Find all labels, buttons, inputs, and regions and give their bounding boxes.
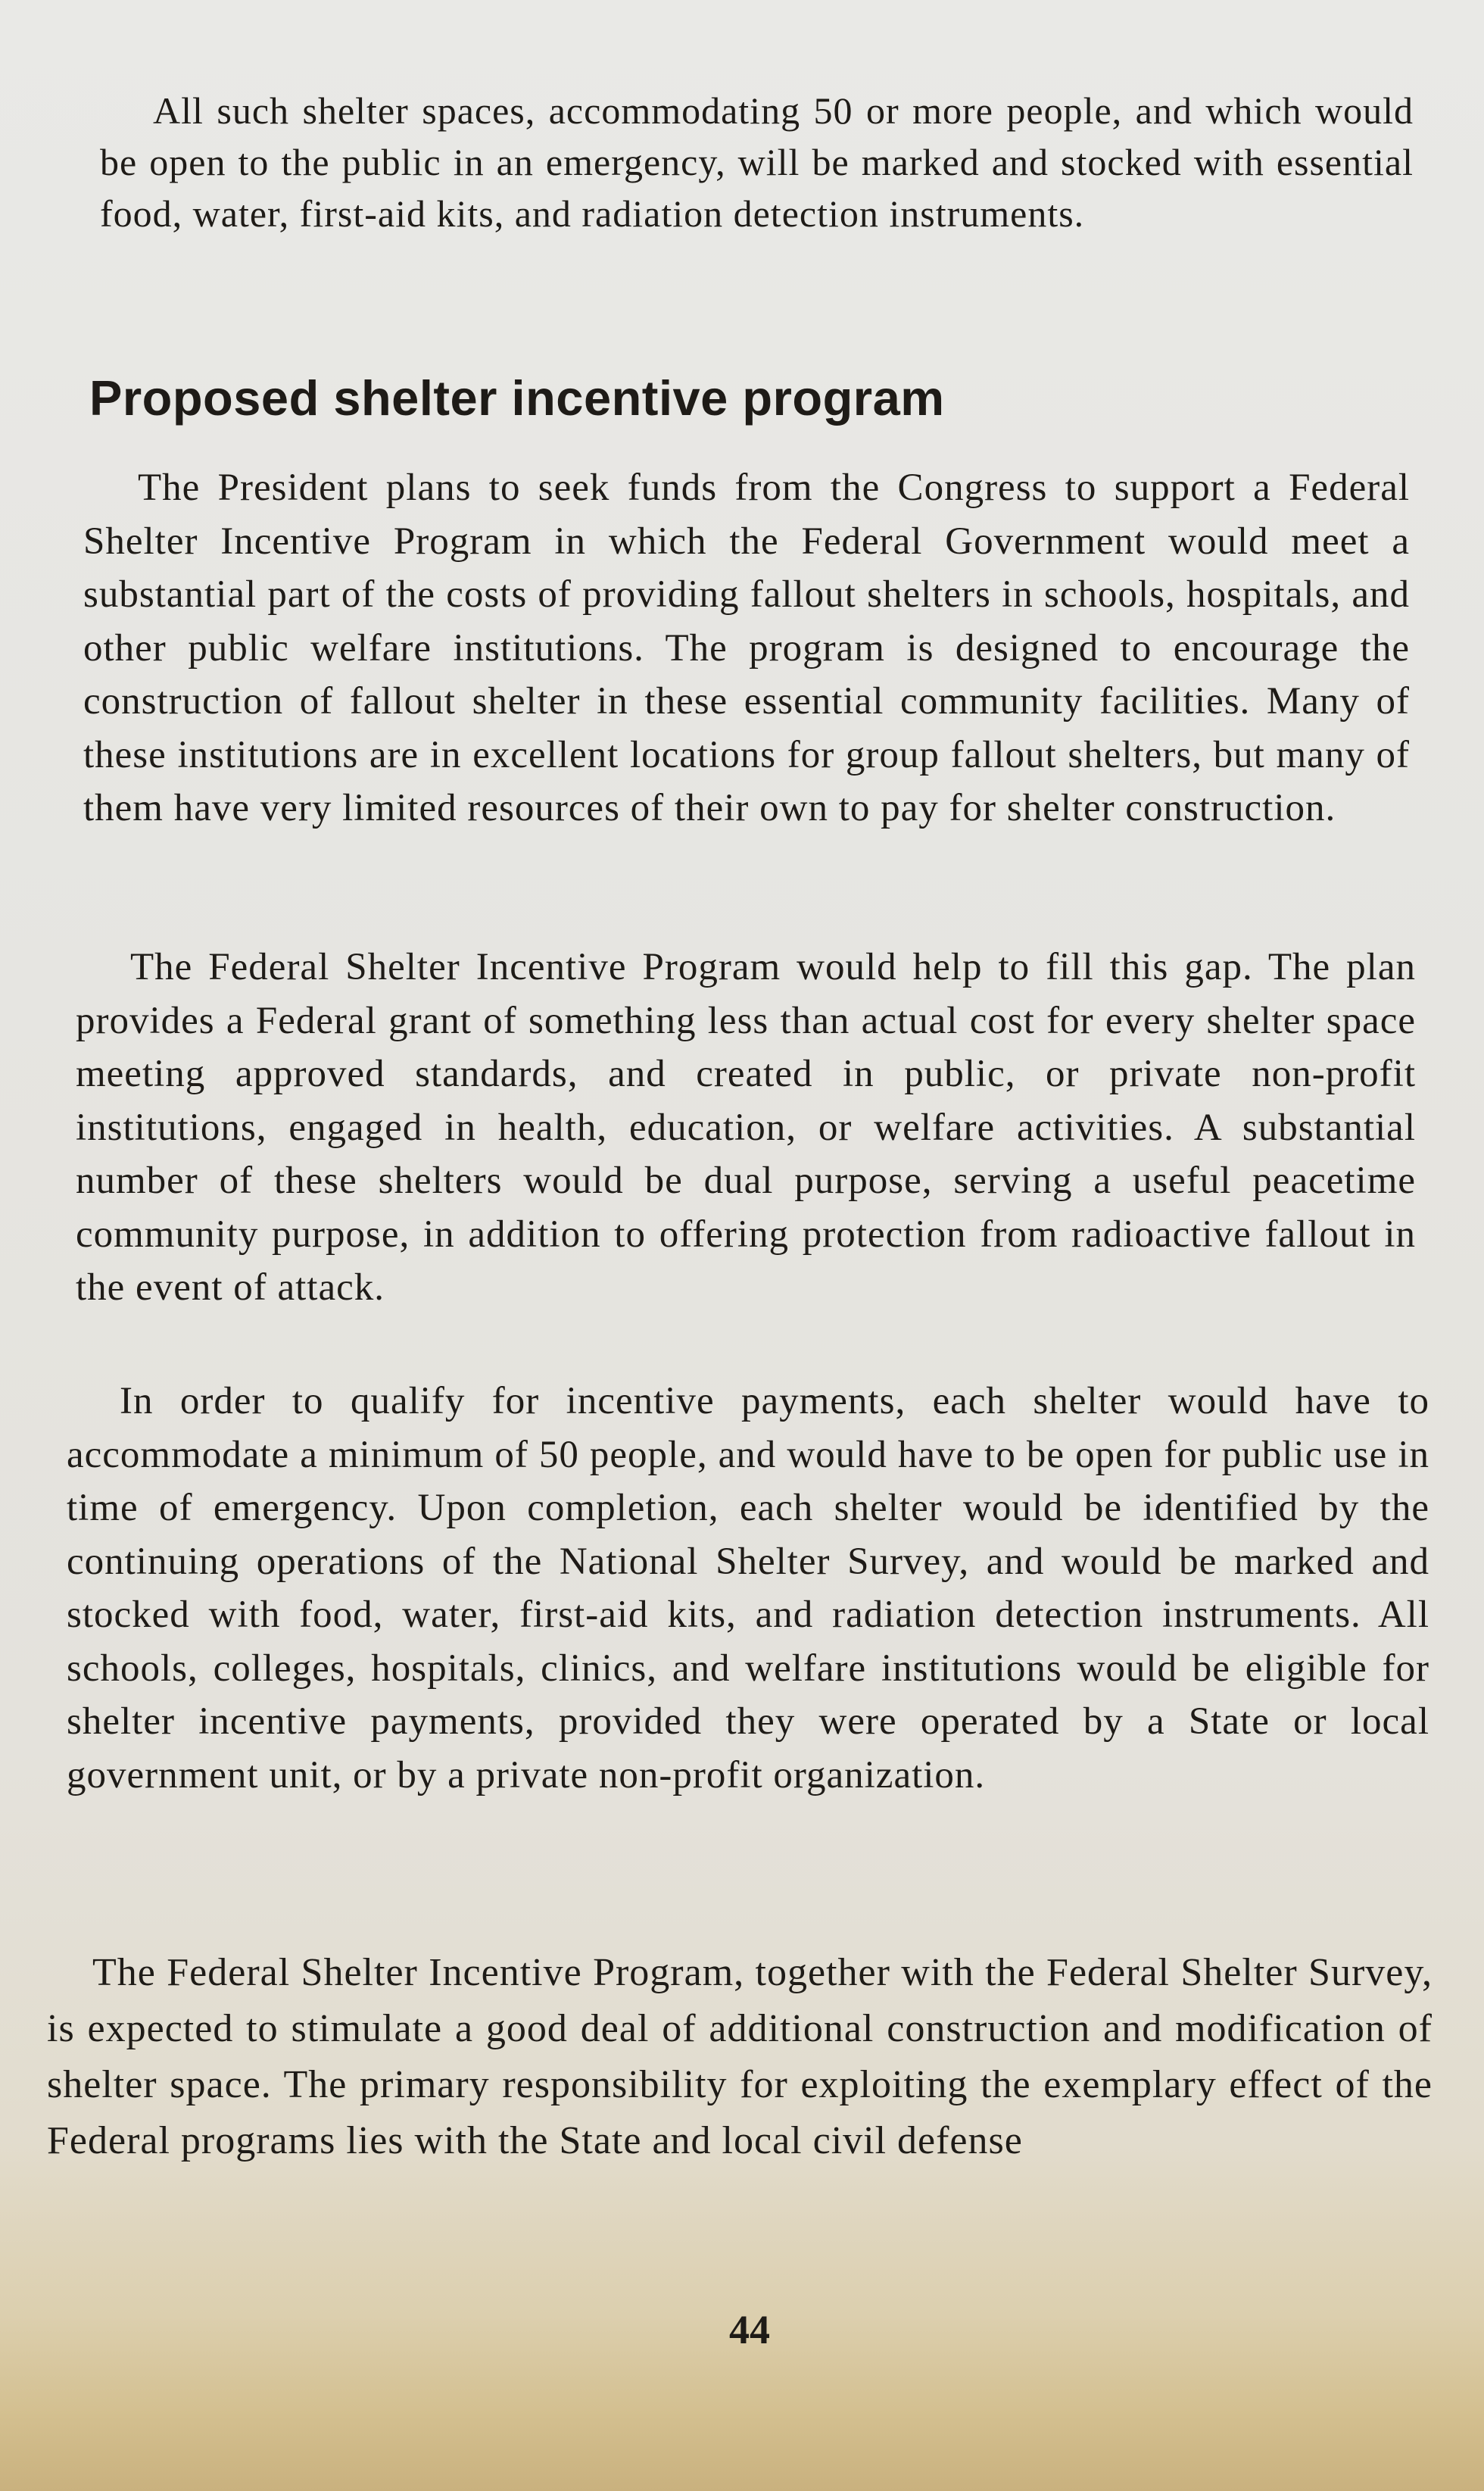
body-paragraph-3: In order to qualify for incentive payments, each shelter would have to accommodate a minimum of 50 people, and would have to be open for public use in time of emergency. Upon completion, each shelter would be identified by the continuing operations of the National Shelter Survey, and would be marked and stocked with food, water, first-aid kits, and radiation detection instruments. All schools, colleges, hospitals, clinics, and welfare institutions would be eligible for shelter incentive payments, provided they were operated by a State or local government unit, or by a private non-profit organization. (67, 1380, 1429, 1796)
body-paragraph-1: The President plans to seek funds from the Congress to support a Federal Shelter Incentive Program in which the Federal Government would meet a substantial part of the costs of providing fallout shelters in schools, hospitals, and other public welfare institutions. The program is designed to encourage the construction of fallout shelter in these essential community facilities. Many of these institutions are in excellent locations for group fallout shelters, but many of them have very limited resources of their own to pay for shelter construction. (83, 467, 1410, 829)
intro-paragraph: All such shelter spaces, accommodating 50 or more people, and which would be open to the public in an emergency, will be marked and stocked with essential food, water, first-aid kits, and radiation detection instruments. (100, 89, 1414, 235)
section-heading: Proposed shelter incentive program (89, 370, 945, 426)
body-paragraph-4: The Federal Shelter Incentive Program, together with the Federal Shelter Survey, is expected to stimulate a good deal of additional construction and modification of shelter space. The primary responsibility for exploiting the exemplary effect of the Federal programs lies with the State and local civil defense (47, 1951, 1433, 2162)
body-paragraph-2: The Federal Shelter Incentive Program would help to fill this gap. The plan provides a Federal grant of something less than actual cost for every shelter space meeting approved standards, and created in public, or private non-profit institutions, engaged in health, education, or welfare activities. A substantial number of these shelters would be dual purpose, serving a useful peacetime community purpose, in addition to offering protection from radioactive fallout in the event of attack. (76, 946, 1416, 1309)
page-number: 44 (729, 2307, 770, 2352)
